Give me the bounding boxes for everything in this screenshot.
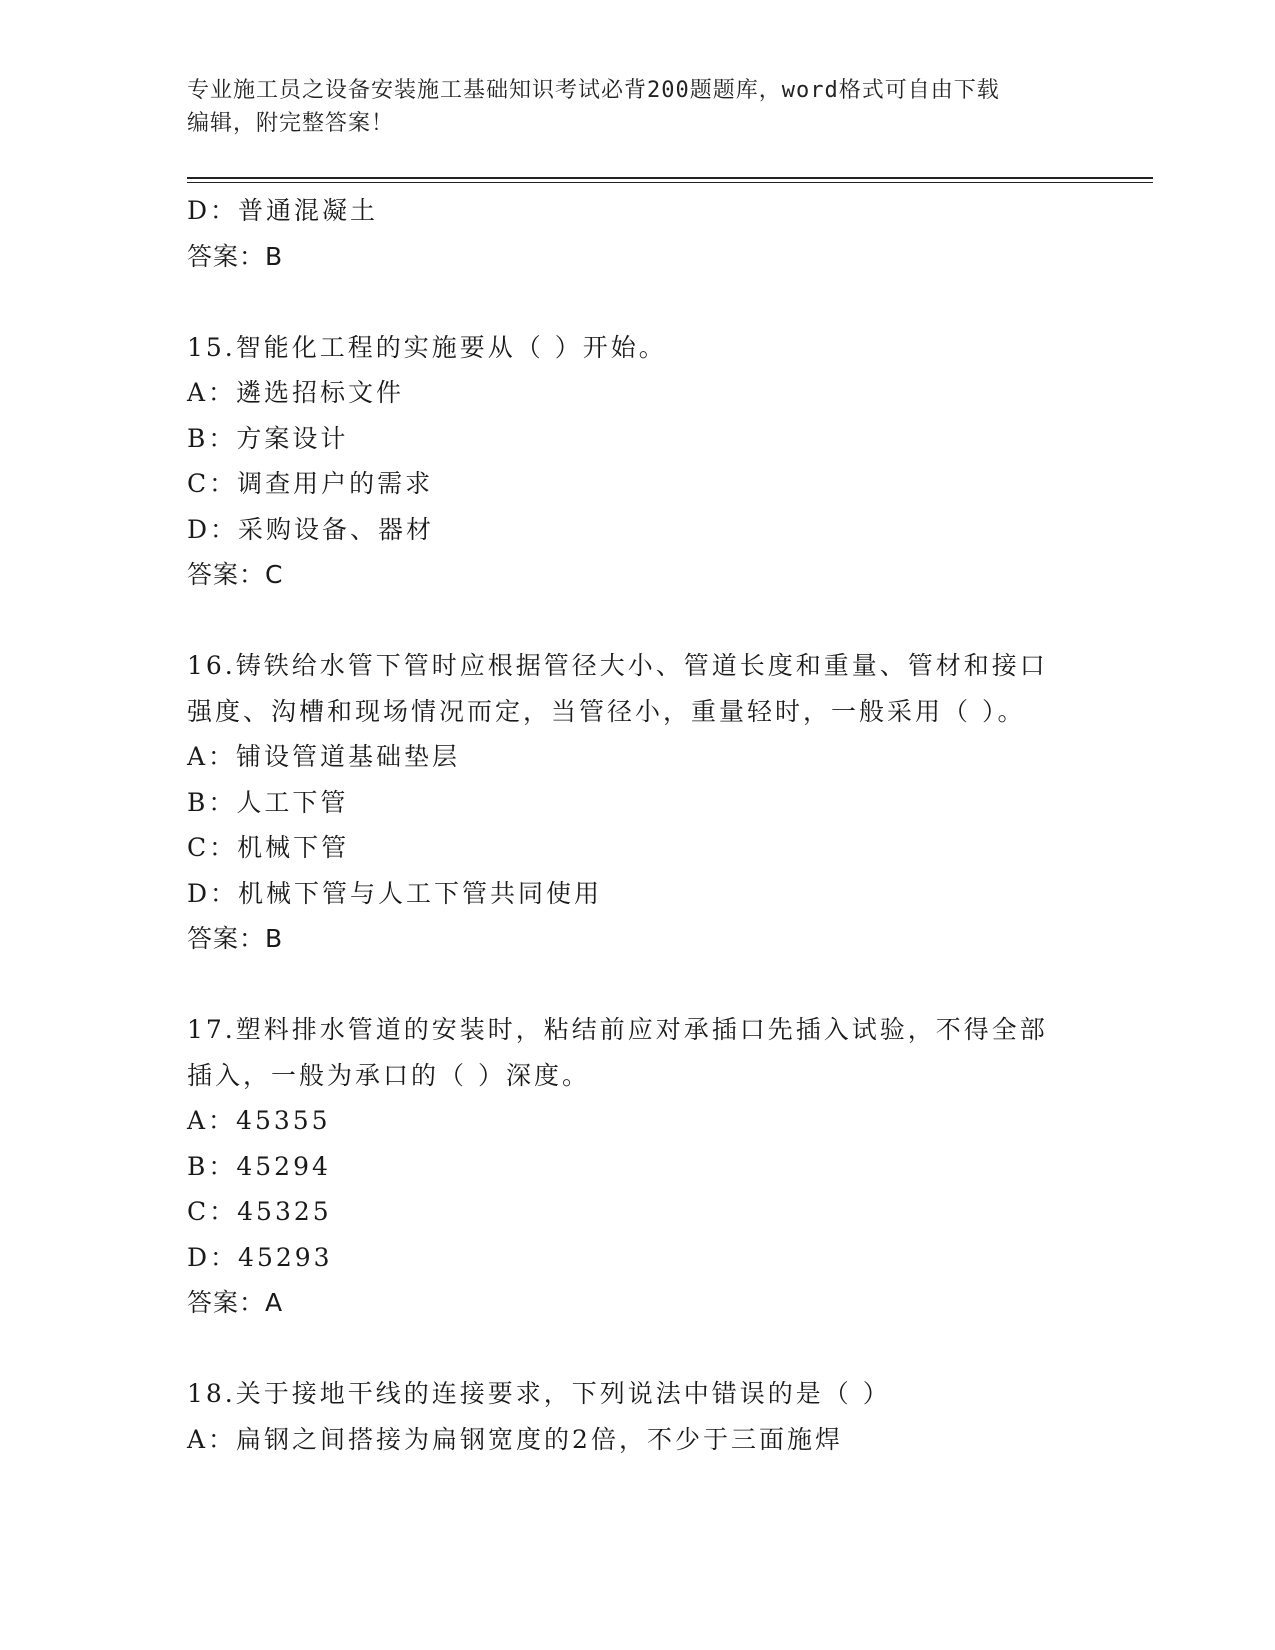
header-line-2: 编辑，附完整答案！	[187, 111, 395, 136]
option-a: A：铺设管道基础垫层	[187, 742, 461, 771]
header-line-1: 专业施工员之设备安装施工基础知识考试必背200题题库，word格式可自由下载	[187, 78, 1000, 103]
option-c: C：45325	[187, 1197, 332, 1226]
question-18	[187, 1371, 1087, 1462]
question-stem: 16.铸铁给水管下管时应根据管径大小、管道长度和重量、管材和接口	[187, 651, 1048, 680]
option-d: D：普通混凝土	[187, 196, 379, 225]
question-stem: 18.关于接地干线的连接要求，下列说法中错误的是（ ）	[187, 1379, 891, 1408]
option-b: B：方案设计	[187, 423, 349, 453]
option-d: D：采购设备、器材	[187, 514, 435, 544]
question-17	[187, 1007, 1087, 1326]
option-a: A：遴选招标文件	[187, 378, 405, 407]
question-15	[187, 325, 1087, 598]
answer-line: 答案：B	[187, 241, 284, 271]
spacer	[187, 962, 1087, 1008]
option-c: C：调查用户的需求	[187, 469, 434, 498]
answer-line: 答案：A	[187, 1288, 284, 1317]
header-rule-thick	[187, 177, 1153, 179]
spacer	[187, 1326, 1087, 1372]
question-stem: 插入，一般为承口的（ ）深度。	[187, 1060, 590, 1090]
header-rule-thin	[187, 182, 1153, 183]
option-d: D：机械下管与人工下管共同使用	[187, 878, 603, 908]
answer-line: 答案：B	[187, 924, 284, 953]
option-c: C：机械下管	[187, 833, 350, 862]
document-body	[187, 188, 1087, 1462]
answer-line: 答案：C	[187, 560, 284, 589]
spacer	[187, 279, 1087, 325]
question-stem: 强度、沟槽和现场情况而定，当管径小，重量轻时，一般采用（ ）。	[187, 696, 1026, 726]
spacer	[187, 598, 1087, 644]
question-16	[187, 643, 1087, 962]
option-d: D：45293	[187, 1242, 333, 1272]
option-a: A：45355	[187, 1106, 331, 1135]
document-header	[187, 74, 1087, 140]
question-stem: 17.塑料排水管道的安装时，粘结前应对承插口先插入试验，不得全部	[187, 1015, 1048, 1044]
question-stem: 15.智能化工程的实施要从（ ）开始。	[187, 332, 667, 362]
option-a: A：扁钢之间搭接为扁钢宽度的2倍，不少于三面施焊	[187, 1424, 843, 1454]
option-b: B：45294	[187, 1151, 331, 1181]
option-b: B：人工下管	[187, 787, 349, 817]
